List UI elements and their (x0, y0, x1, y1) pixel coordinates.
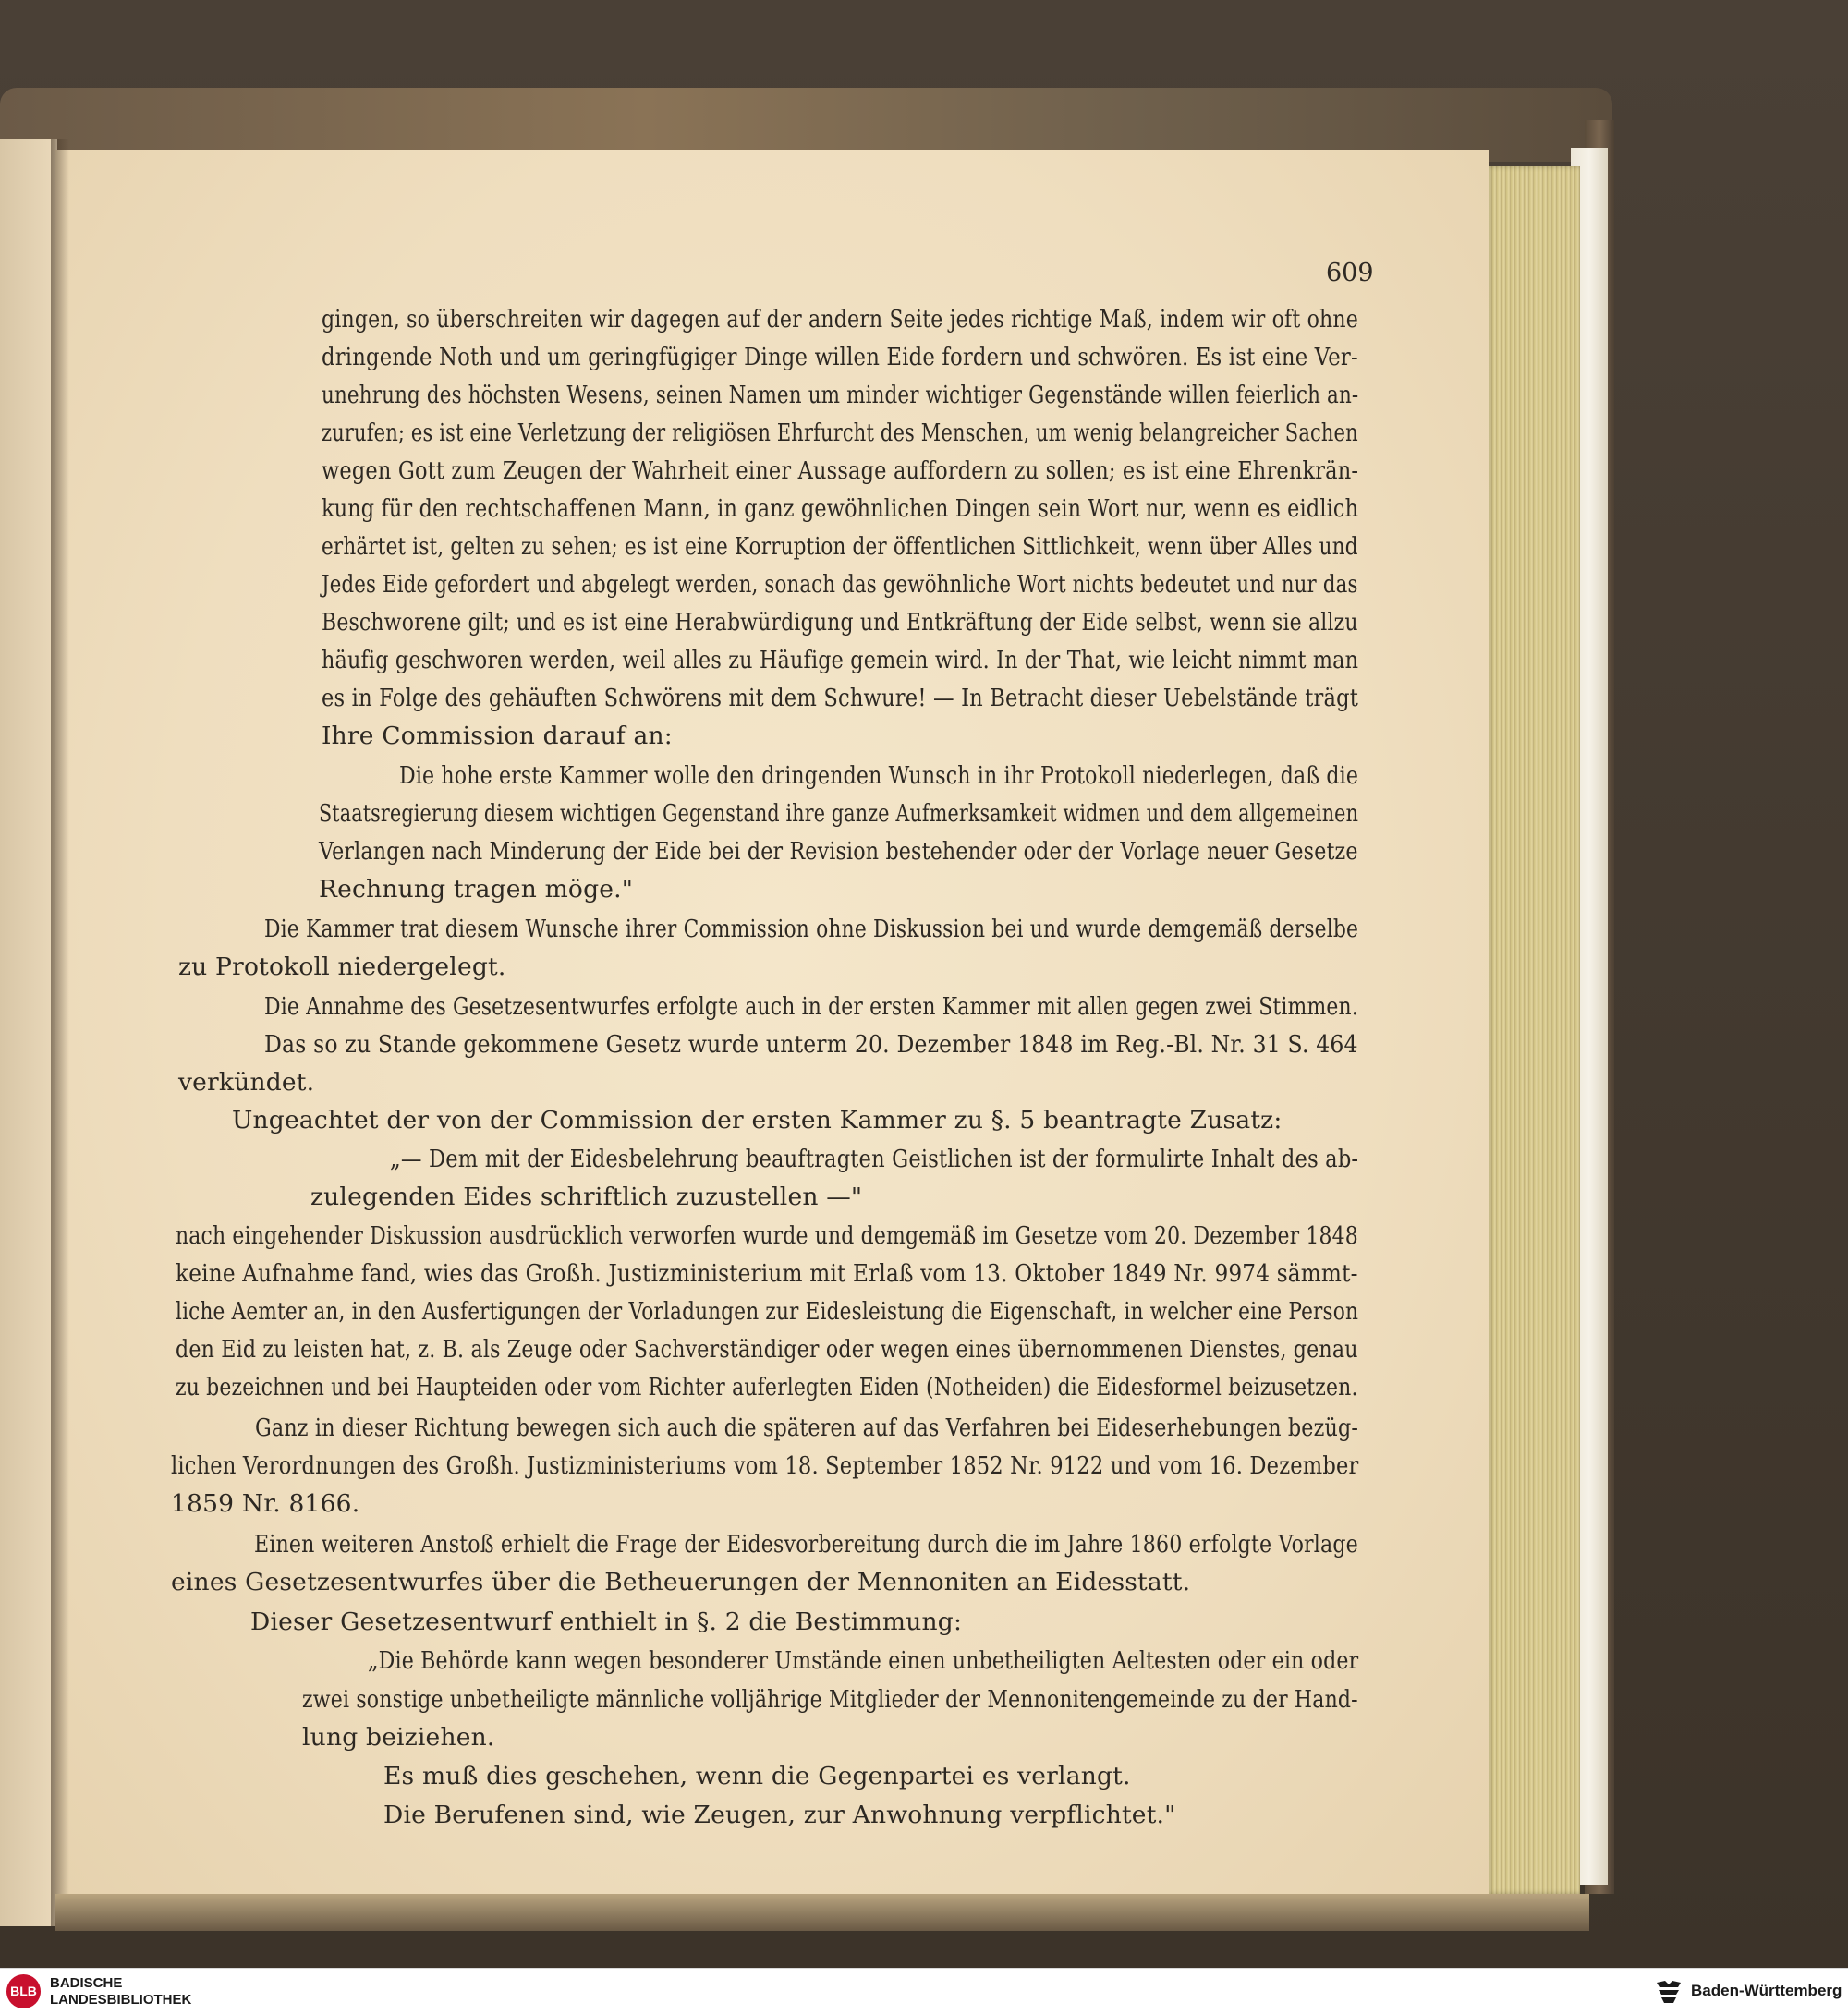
text-line: „— Dem mit der Eidesbelehrung beauftragten Geistlichen ist der formulirte Inhalt des ab- (390, 1145, 1359, 1173)
coat-of-arms-icon[interactable] (1654, 1978, 1684, 2006)
text-line: Verlangen nach Minderung der Eide bei der Revision bestehender oder der Vorlage neuer Gesetze (319, 837, 1358, 866)
text-line: Das so zu Stande gekommene Gesetz wurde unterm 20. Dezember 1848 im Reg.-Bl. Nr. 31 S. 464 (264, 1030, 1358, 1059)
text-line: zwei sonstige unbetheiligte männliche volljährige Mitglieder der Mennonitengemeinde zu der Hand- (302, 1685, 1358, 1714)
text-line: 1859 Nr. 8166. (171, 1489, 360, 1518)
text-line: liche Aemter an, in den Ausfertigungen der Vorladungen zur Eidesleistung die Eigenschaft, in welcher eine Person (176, 1297, 1359, 1326)
text-line: Einen weiteren Anstoß erhielt die Frage der Eidesvorbereitung durch die im Jahre 1860 erfolgte Vorlage (254, 1530, 1358, 1559)
text-line: es in Folge des gehäuften Schwörens mit dem Schwure! — In Betracht dieser Uebelstände trägt (322, 684, 1359, 712)
text-line: Ihre Commission darauf an: (322, 722, 673, 750)
spine-shadow (51, 139, 69, 1926)
text-line: zulegenden Eides schriftlich zuzustellen —" (310, 1183, 863, 1211)
text-line: Die Berufenen sind, wie Zeugen, zur Anwohnung verpflichtet." (383, 1801, 1176, 1829)
text-line: häufig geschworen werden, weil alles zu Häufige gemein wird. In der That, wie leicht nimmt man (322, 646, 1359, 674)
text-line: unehrung des höchsten Wesens, seinen Namen um minder wichtiger Gegenstände willen feierlich an- (322, 381, 1359, 409)
text-line: Dieser Gesetzesentwurf enthielt in §. 2 die Bestimmung: (250, 1608, 963, 1636)
text-line: Rechnung tragen möge." (319, 875, 634, 904)
text-line: dringende Noth und um geringfügiger Dinge willen Eide fordern und schwören. Es ist eine Ver- (322, 343, 1358, 371)
left-page-edge (0, 139, 57, 1926)
library-name-line2: LANDESBIBLIOTHEK (50, 1992, 192, 2008)
text-line: Die Kammer trat diesem Wunsche ihrer Commission ohne Diskussion bei und wurde demgemäß derselbe (264, 915, 1359, 943)
text-line: lichen Verordnungen des Großh. Justizministeriums vom 18. September 1852 Nr. 9122 und vom 16. Dezember (171, 1451, 1359, 1480)
text-line: eines Gesetzesentwurfes über die Betheuerungen der Mennoniten an Eidesstatt. (171, 1568, 1191, 1596)
text-line: verkündet. (178, 1068, 315, 1097)
text-line: Ungeachtet der von der Commission der ersten Kammer zu §. 5 beantragte Zusatz: (232, 1106, 1283, 1134)
text-line: Es muß dies geschehen, wenn die Gegenpartei es verlangt. (383, 1762, 1131, 1790)
page-edges-gilt (1488, 166, 1580, 1894)
book-page (55, 150, 1489, 1899)
text-line: „Die Behörde kann wegen besonderer Umstände einen unbetheiligten Aeltesten oder ein oder (368, 1646, 1359, 1675)
text-line: lung beiziehen. (302, 1723, 495, 1752)
text-line: Staatsregierung diesem wichtigen Gegenstand ihre ganze Aufmerksamkeit widmen und dem allgemeinen (319, 799, 1359, 828)
text-line: erhärtet ist, gelten zu sehen; es ist eine Korruption der öffentlichen Sittlichkeit, wenn über Alles und (322, 532, 1358, 561)
text-line: wegen Gott zum Zeugen der Wahrheit einer Aussage auffordern zu sollen; es ist eine Ehrenkrän- (322, 456, 1359, 485)
library-name[interactable] (50, 1975, 191, 2008)
library-name-line1: BADISCHE (50, 1975, 123, 1991)
text-line: Die hohe erste Kammer wolle den dringenden Wunsch in ihr Protokoll niederlegen, daß die (399, 761, 1359, 790)
book-bottom-edge (55, 1894, 1589, 1931)
text-line: nach eingehender Diskussion ausdrücklich verworfen wurde und demgemäß im Gesetze vom 20. Dezember 1848 (176, 1221, 1358, 1250)
text-line: zurufen; es ist eine Verletzung der religiösen Ehrfurcht des Menschen, um wenig belangreicher Sachen (322, 419, 1358, 447)
text-line: zu bezeichnen und bei Haupteiden oder vom Richter auferlegten Eiden (Notheiden) die Eidesformel beizusetzen. (176, 1373, 1358, 1401)
text-line: Ganz in dieser Richtung bewegen sich auch die späteren auf das Verfahren bei Eideserhebungen bezüg- (255, 1413, 1359, 1442)
blb-logo-icon[interactable]: BLB (6, 1974, 41, 2008)
text-line: Jedes Eide gefordert und abgelegt werden, sonach das gewöhnliche Wort nichts bedeutet und nur das (322, 570, 1358, 599)
text-line: Beschworene gilt; und es ist eine Herabwürdigung und Entkräftung der Eide selbst, wenn sie allzu (322, 608, 1358, 637)
text-line: gingen, so überschreiten wir dagegen auf der andern Seite jedes richtige Maß, indem wir oft ohne (322, 305, 1358, 334)
text-line: den Eid zu leisten hat, z. B. als Zeuge oder Sachverständiger oder wegen eines übernommenen Dienstes, genau (176, 1335, 1358, 1364)
text-line: zu Protokoll niedergelegt. (178, 952, 506, 981)
text-line: kung für den rechtschaffenen Mann, in ganz gewöhnlichen Dingen sein Wort nur, wenn es eidlich (322, 494, 1359, 523)
text-line: keine Aufnahme fand, wies das Großh. Justizministerium mit Erlaß vom 13. Oktober 1849 Nr. 9974 sämmt- (176, 1259, 1358, 1288)
state-name[interactable]: Baden-Württemberg (1691, 1982, 1842, 1999)
text-line: Die Annahme des Gesetzesentwurfes erfolgte auch in der ersten Kammer mit allen gegen zwei Stimmen. (264, 992, 1358, 1021)
page-number: 609 (1326, 259, 1374, 287)
viewer-footer (0, 1968, 1848, 2014)
